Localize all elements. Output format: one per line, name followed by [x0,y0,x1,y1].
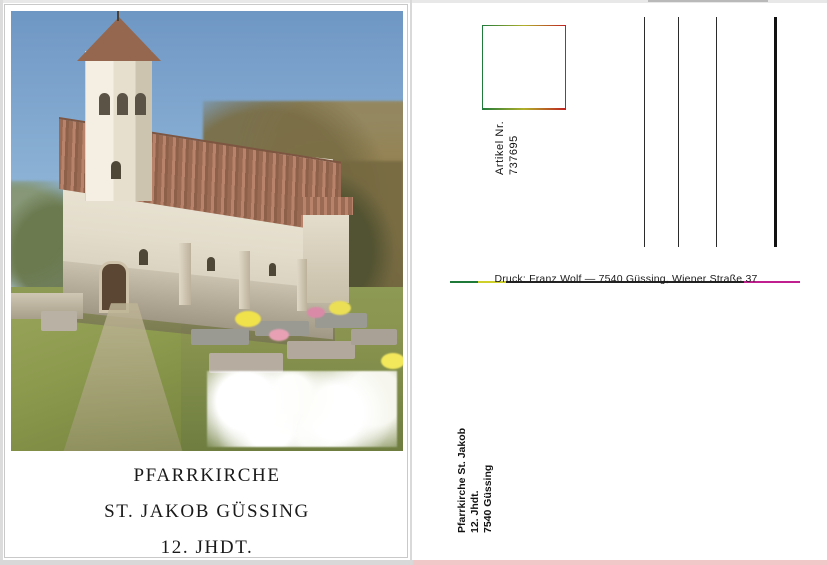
grave-slab [351,329,397,345]
vertical-caption-block [456,428,495,533]
buttress-1 [179,243,191,305]
flower-yellow [381,353,403,369]
stamp-area-box [482,25,566,110]
scan-top-mark [648,0,768,2]
address-rule-1 [644,17,645,247]
roof-cross-icon [117,11,119,21]
grave-slab [287,341,355,359]
caption-line-2: ST. JAKOB GÜSSING [104,501,310,522]
tower-spire [77,17,161,61]
printer-credit: Druck: Franz Wolf — 7540 Güssing, Wiener Straße 37 [494,273,758,285]
nave-window-2 [207,257,215,271]
grave-slab [41,311,77,331]
buttress-2 [239,251,250,309]
grave-slab [191,329,249,345]
flower-yellow [329,301,351,315]
church-apse [303,207,349,303]
tower-louver-right [135,93,146,115]
caption-line-1: PFARRKIRCHE [133,465,281,486]
vertical-caption-line-1: Pfarrkirche St. Jakob [456,427,468,533]
address-rule-2 [678,17,679,247]
caption-line-3: 12. JHDT. [160,537,254,558]
church-apse-roof [299,197,353,215]
nave-window-3 [269,263,276,276]
address-rule-4 [774,17,777,247]
article-label: Artikel Nr. [494,120,506,175]
scan-edge-bottom [0,560,827,565]
article-number: 737695 [508,135,520,175]
article-number-block [494,121,520,175]
tower-louver-middle [117,93,128,115]
scan-edge-left [0,0,3,565]
postcard-front [4,4,408,558]
postcard-caption [11,457,403,558]
nave-window-1 [139,249,148,265]
vertical-caption-line-2: 12. Jhdt. [469,490,481,533]
vertical-caption-line-3: 7540 Güssing [482,464,494,533]
address-rule-3 [716,17,717,247]
grave-slab [209,353,283,373]
white-flower-bed [207,371,397,447]
tower-louver-left [99,93,110,115]
flower-yellow [235,311,261,327]
buttress-3 [297,259,307,311]
church-photograph [11,11,403,451]
flower-pink [307,307,325,318]
postcard-back [416,3,822,559]
scan-seam [410,0,412,565]
flower-pink [269,329,289,341]
tower-window [111,161,121,179]
